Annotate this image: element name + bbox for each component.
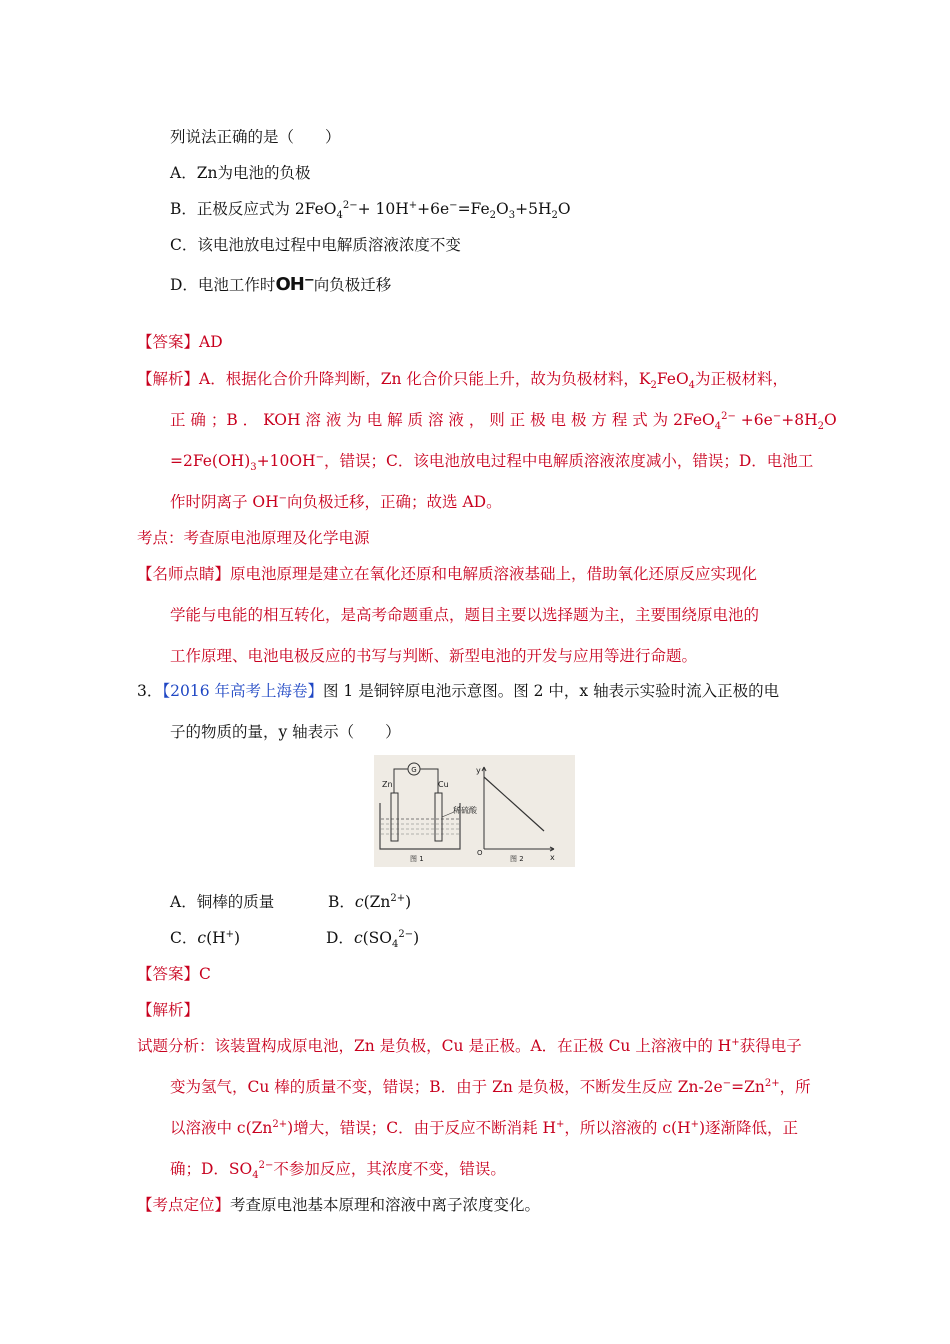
y-axis-label: y [476,766,481,775]
q2-analysis-line2: 正 确 ；B ． KOH 溶 液 为 电 解 质 溶 液 ， 则 正 极 电 极 方 程 式 为 $2FeO_4^{2-} +6e^-+8H_2O$ [170,410,837,433]
q2-option-c: C．该电池放电过程中电解质溶液浓度不变 [170,236,461,254]
q3-stem-line2: 子的物质的量，y 轴表示（ ） [170,723,401,741]
q2-analysis-line1: 【解析】A．根据化合价升降判断，Zn 化合价只能上升，故为负极材料，$K_2FeO_4$为正极材料， [137,370,789,392]
q3-option-b: B．$c(Zn^{2+})$ [328,892,412,911]
q3-kaodian: 【考点定位】考查原电池基本原理和溶液中离子浓度变化。 [137,1196,541,1214]
q2-analysis-line3: $=2Fe(OH)_3+10OH^-$，错误；C．该电池放电过程中电解质溶液浓度减小，错误；D．电池工 [170,451,814,474]
q3-figure [374,755,575,867]
q2-mingshi-line1: 【名师点睛】原电池原理是建立在氧化还原和电解质溶液基础上，借助氧化还原反应实现化 [137,565,758,583]
q3-analysis-line2: 变为氢气，Cu 棒的质量不变，错误；B．由于 Zn 是负极，不断发生反应 $Zn-2e^-=Zn^{2+}$，所 [170,1077,811,1096]
q3-option-d: D．$c(SO_4^{2-})$ [326,928,420,951]
q2-option-a: A．Zn为电池的负极 [170,164,311,182]
q2-option-b: B．正极反应式为 $2FeO_4^{2-}+ 10H^++6e^-=Fe_2O_3+5H_2O$ [170,199,571,222]
q3-option-a: A．铜棒的质量 [170,893,275,911]
battery-diagram [374,755,575,867]
q3-stem-line1: 3．【2016 年高考上海卷】图 1 是铜锌原电池示意图。图 2 中，x 轴表示实验时流入正极的电 [137,682,780,700]
q2-answer: 【答案】AD [137,333,223,351]
caption-fig2: 图 2 [510,855,524,863]
q3-analysis-label: 【解析】 [137,1001,200,1019]
q3-analysis-line3: 以溶液中 $c(Zn^{2+})$增大，错误；C．由于反应不断消耗 H+，所以溶液的 c(H+)逐渐降低，正 [170,1118,799,1137]
caption-fig1: 图 1 [410,855,424,863]
q3-answer: 【答案】C [137,965,211,983]
origin-label: O [477,849,483,857]
q2-stem-tail: 列说法正确的是（ ） [170,128,341,146]
x-axis-label: x [550,853,555,862]
q3-analysis-line4: 确；D．$SO_4^{2-}$不参加反应，其浓度不变，错误。 [170,1159,506,1182]
acid-label: 稀硫酸 [453,806,477,815]
q2-kaodian: 考点：考查原电池原理及化学电源 [137,529,370,547]
q3-analysis-line1: 试题分析：该装置构成原电池，Zn 是负极，Cu 是正极。A．在正极 Cu 上溶液中的 H+获得电子 [137,1036,802,1055]
cu-label: Cu [438,780,449,789]
q2-mingshi-line3: 工作原理、电池电极反应的书写与判断、新型电池的开发与应用等进行命题。 [170,647,698,665]
q2-analysis-line4: 作时阴离子 OH−向负极迁移，正确；故选 AD。 [170,492,502,511]
zn-label: Zn [382,780,393,789]
q2-option-d: D．电池工作时OH−向负极迁移 [170,272,392,295]
galvanometer-label: G [411,766,417,774]
q2-mingshi-line2: 学能与电能的相互转化，是高考命题重点，题目主要以选择题为主，主要围绕原电池的 [170,606,760,624]
q3-option-c: C．c(H+) [170,928,241,947]
